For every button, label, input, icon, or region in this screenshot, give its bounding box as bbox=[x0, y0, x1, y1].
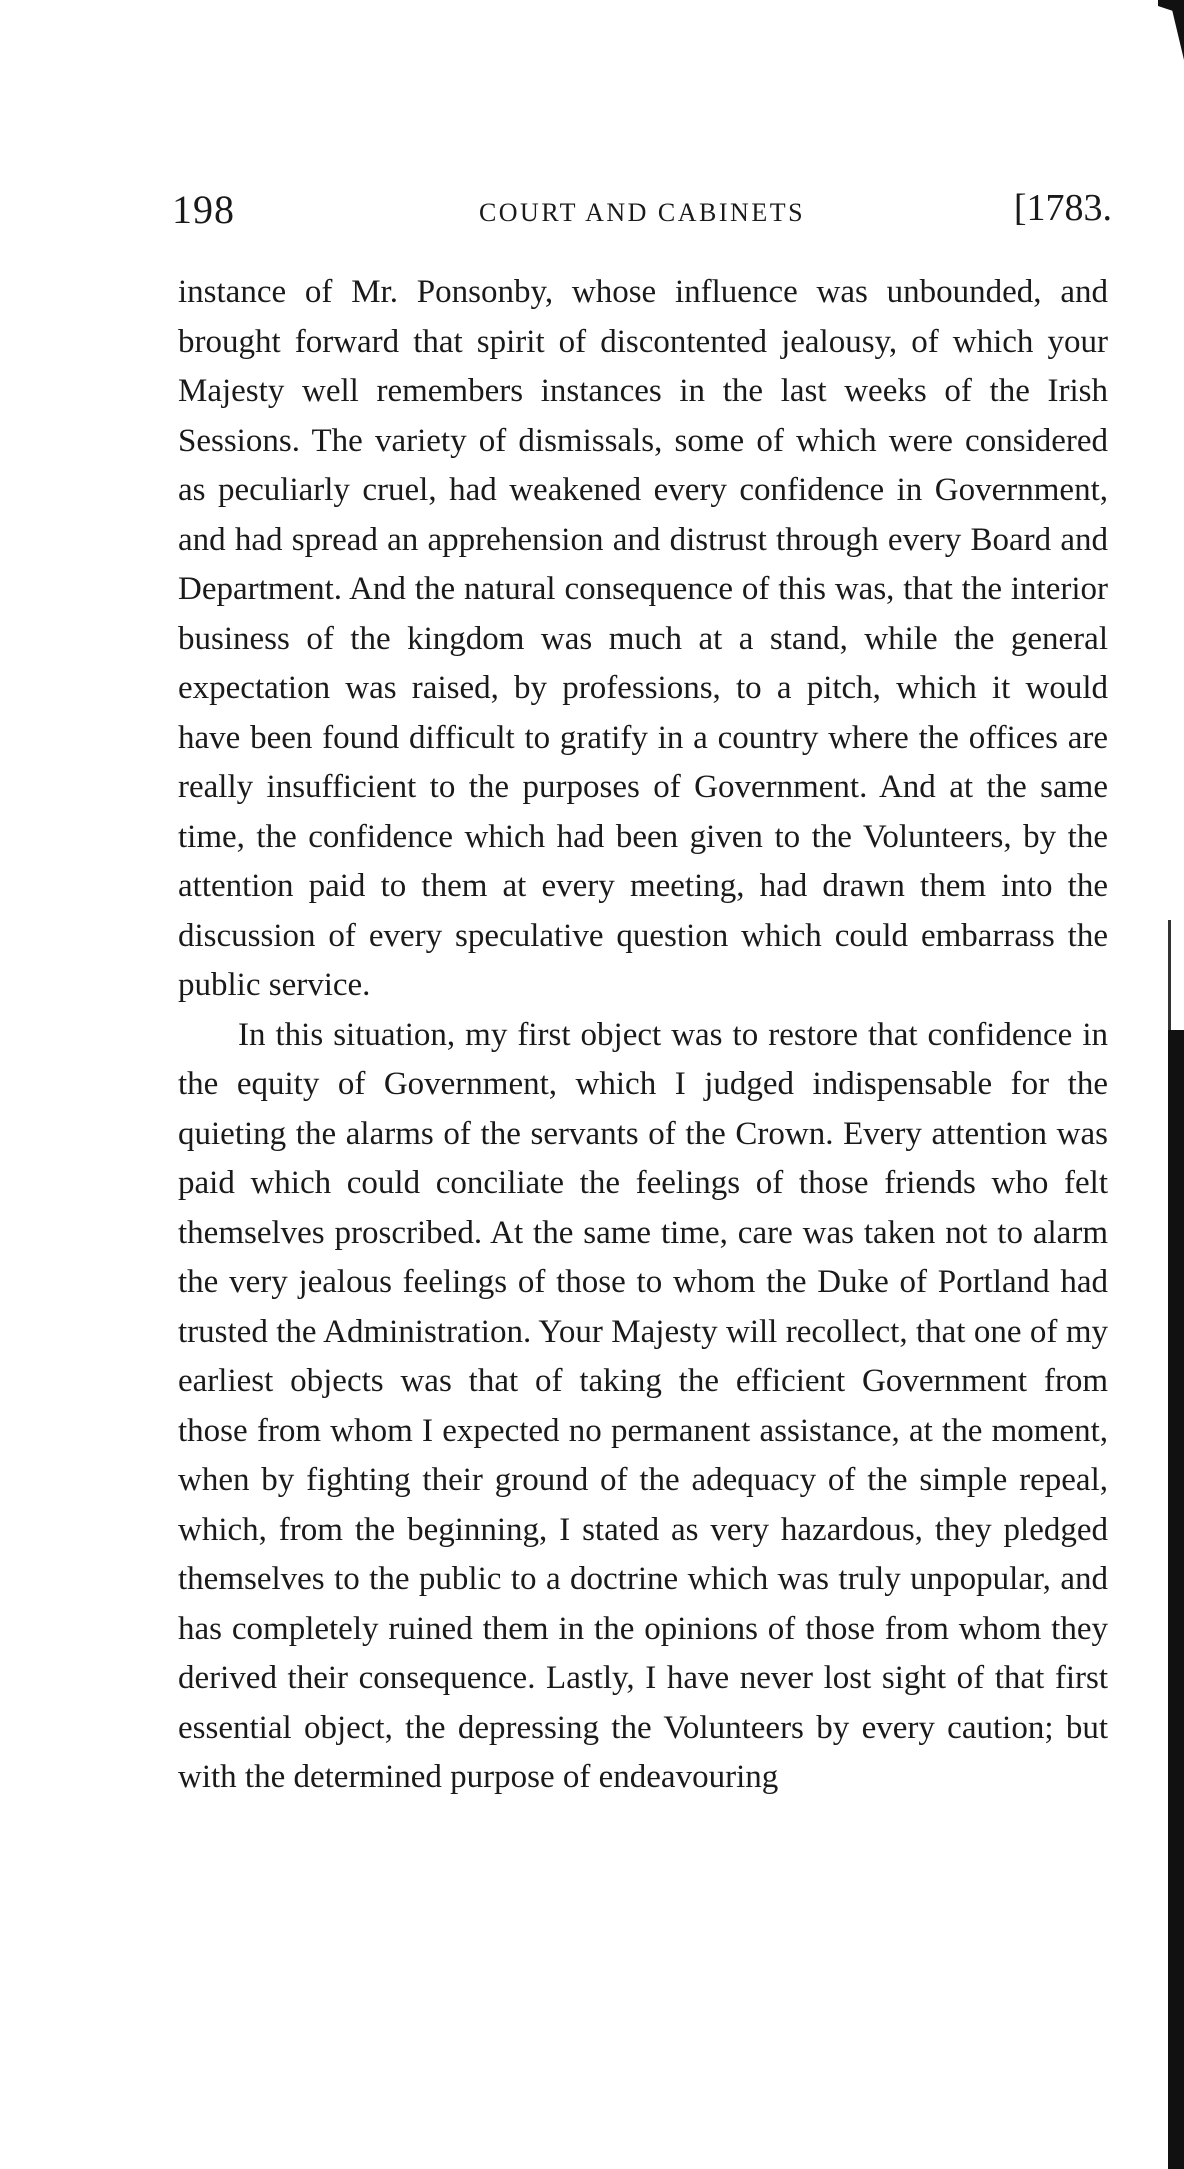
page-number: 198 bbox=[172, 187, 235, 232]
header-date: [1783. bbox=[1013, 187, 1112, 229]
body-text bbox=[178, 268, 1108, 1803]
paragraph-continued: instance of Mr. Ponsonby, whose influence was unbounded, and brought forward that spirit of discontented jealousy, of which your Majesty well remembers instances in the last weeks of the Irish Sessions. The variety of dismissals, some of which were considered as peculiarly cruel, had weakened every confidence in Government, and had spread an apprehension and distrust through every Board and Department. And the natural consequence of this was, that the interior business of the kingdom was much at a stand, while the general expectation was raised, by professions, to a pitch, which it would have been found difficult to gratify in a country where the offices are really insufficient to the purposes of Government. And at the same time, the confidence which had been given to the Volunteers, by the attention paid to them at every meeting, had drawn them into the discussion of every speculative question which could embarrass the public service. bbox=[178, 274, 1108, 1003]
paragraph: In this situation, my first object was to restore that confidence in the equity of Government, which I judged indispensable for the quieting the alarms of the servants of the Crown. Every attention was paid which could conciliate the feelings of those friends who felt themselves proscribed. At the same time, care was taken not to alarm the very jealous feelings of those to whom the Duke of Portland had trusted the Administration. Your Majesty will recollect, that one of my earliest objects was that of taking the efficient Government from those from whom I expected no permanent assistance, at the moment, when by fighting their ground of the adequacy of the simple repeal, which, from the beginning, I stated as very hazardous, they pledged themselves to the public to a doctrine which was truly unpopular, and has completely ruined them in the opinions of those from whom they derived their consequence. Lastly, I have never lost sight of that first essential object, the depressing the Volunteers by every caution; but with the determined purpose of endeavouring bbox=[178, 1016, 1108, 1795]
page-header bbox=[172, 186, 1112, 236]
binding-shadow-thin bbox=[1168, 920, 1171, 1040]
page-corner-mark bbox=[1158, 0, 1184, 60]
binding-shadow bbox=[1168, 1030, 1184, 2169]
running-head: COURT AND CABINETS bbox=[478, 198, 806, 227]
